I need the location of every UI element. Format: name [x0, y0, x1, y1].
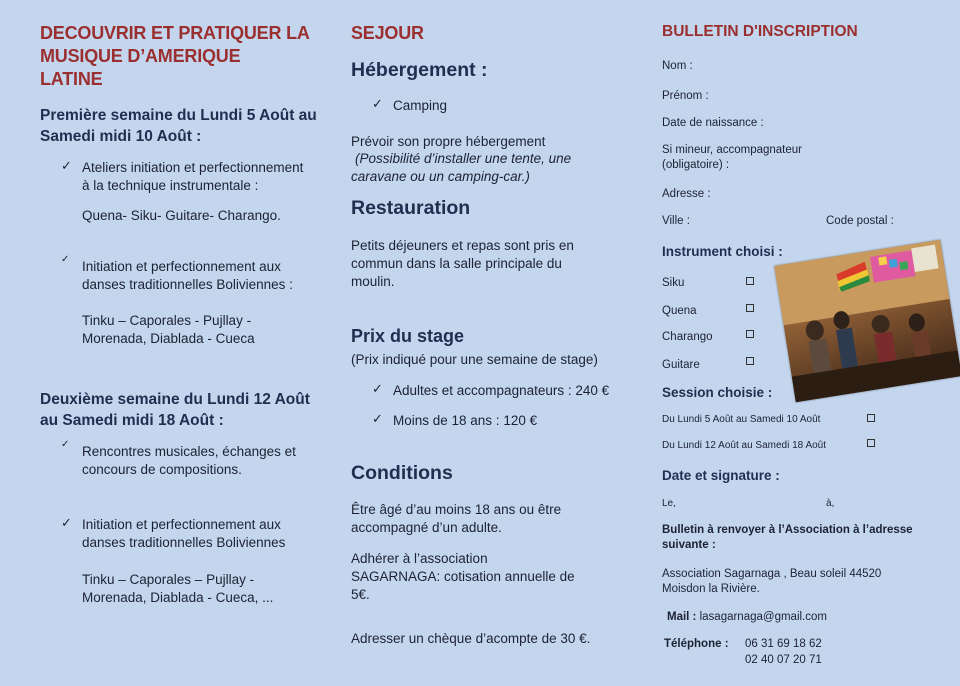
hebergement-note: (Possibilité d’installer une tente, une caravane ou un camping-car.): [351, 151, 572, 184]
instrument-charango-label: Charango: [662, 331, 713, 343]
condition-acompte: Adresser un chèque d’acompte de 30 €.: [351, 631, 591, 646]
telephone-label: Téléphone :: [664, 638, 729, 650]
prix-title: Prix du stage: [351, 326, 465, 346]
w2-item1: Rencontres musicales, échanges et concours de compositions.: [82, 444, 296, 477]
restauration-title: Restauration: [351, 197, 471, 219]
field-code-postal[interactable]: Code postal :: [826, 215, 894, 227]
check-icon: ✓: [372, 96, 383, 111]
sejour-title: SEJOUR: [351, 23, 424, 43]
prix-subtitle: (Prix indiqué pour une semaine de stage): [351, 352, 598, 367]
session-title: Session choisie :: [662, 385, 773, 400]
prix-mineurs: Moins de 18 ans : 120 €: [393, 413, 538, 428]
check-icon: ✓: [372, 381, 383, 396]
session-1-label: Du Lundi 5 Août au Samedi 10 Août: [662, 414, 821, 425]
field-prenom[interactable]: Prénom :: [662, 90, 709, 102]
check-icon: ✓: [61, 254, 70, 265]
conditions-title: Conditions: [351, 462, 453, 484]
checkbox-icon[interactable]: [746, 357, 754, 365]
col1-title: DECOUVRIR ET PRATIQUER LA MUSIQUE D’AMERIQUE LATINE: [40, 23, 310, 89]
w2-item2: Initiation et perfectionnement aux danses traditionnelles Boliviennes: [82, 517, 286, 550]
week1-title: Première semaine du Lundi 5 Août au Samedi midi 10 Août :: [40, 107, 317, 145]
session-2-label: Du Lundi 12 Août au Samedi 18 Août: [662, 440, 827, 451]
mail-label: Mail :: [667, 611, 697, 623]
checkbox-icon[interactable]: [867, 414, 875, 422]
w1-item1: Ateliers initiation et perfectionnement à la technique instrumentale :: [82, 160, 304, 193]
check-icon: ✓: [61, 439, 70, 450]
check-icon: ✓: [372, 411, 383, 426]
w1-item2-detail: Tinku – Caporales - Pujllay - Morenada, Diablada - Cueca: [82, 313, 255, 346]
mail-row: [667, 610, 827, 625]
instrument-siku-label: Siku: [662, 277, 685, 289]
prix-adultes: Adultes et accompagnateurs : 240 €: [393, 383, 610, 398]
bulletin-title: BULLETIN D'INSCRIPTION: [662, 23, 858, 40]
association-address: Association Sagarnaga , Beau soleil 44520 Moisdon la Rivière.: [662, 568, 882, 595]
mail-link[interactable]: lasagarnaga@gmail.com: [699, 611, 827, 623]
check-icon: ✓: [61, 158, 72, 173]
checkbox-icon[interactable]: [746, 330, 754, 338]
checkbox-icon[interactable]: [746, 277, 754, 285]
renvoi-text: Bulletin à renvoyer à l’Association à l’adresse suivante :: [662, 524, 913, 551]
condition-adhesion: Adhérer à l’association SAGARNAGA: cotisation annuelle de 5€.: [351, 551, 575, 602]
field-naissance[interactable]: Date de naissance :: [662, 117, 764, 129]
field-lieu-a[interactable]: à,: [826, 498, 835, 509]
checkbox-icon[interactable]: [746, 304, 754, 312]
telephone-numbers: 06 31 69 18 62 02 40 07 20 71: [745, 638, 822, 666]
w1-item1-detail: Quena- Siku- Guitare- Charango.: [82, 208, 281, 223]
hebergement-text: Prévoir son propre hébergement: [351, 134, 546, 149]
w1-item2: Initiation et perfectionnement aux danses traditionnelles Boliviennes :: [82, 259, 293, 292]
date-signature-title: Date et signature :: [662, 468, 780, 483]
check-icon: ✓: [61, 515, 72, 530]
week2-title: Deuxième semaine du Lundi 12 Août au Samedi midi 18 Août :: [40, 391, 310, 429]
instrument-title: Instrument choisi :: [662, 244, 783, 259]
musicians-photo: [774, 240, 960, 403]
hebergement-title: Hébergement :: [351, 59, 488, 81]
photo-scene: [774, 240, 960, 403]
instrument-quena-label: Quena: [662, 305, 697, 317]
field-nom[interactable]: Nom :: [662, 60, 693, 72]
hebergement-item: Camping: [393, 98, 448, 113]
instrument-guitare-label: Guitare: [662, 359, 700, 371]
field-adresse[interactable]: Adresse :: [662, 188, 711, 200]
w2-item2-detail: Tinku – Caporales – Pujllay - Morenada, Diablada - Cueca, ...: [82, 572, 274, 605]
field-accompagnateur[interactable]: Si mineur, accompagnateur (obligatoire) :: [662, 144, 802, 171]
field-date-le[interactable]: Le,: [662, 498, 676, 509]
checkbox-icon[interactable]: [867, 439, 875, 447]
field-ville[interactable]: Ville :: [662, 215, 690, 227]
restauration-text: Petits déjeuners et repas sont pris en commun dans la salle principale du moulin.: [351, 238, 574, 289]
condition-age: Être âgé d’au moins 18 ans ou être accompagné d’un adulte.: [351, 502, 562, 535]
